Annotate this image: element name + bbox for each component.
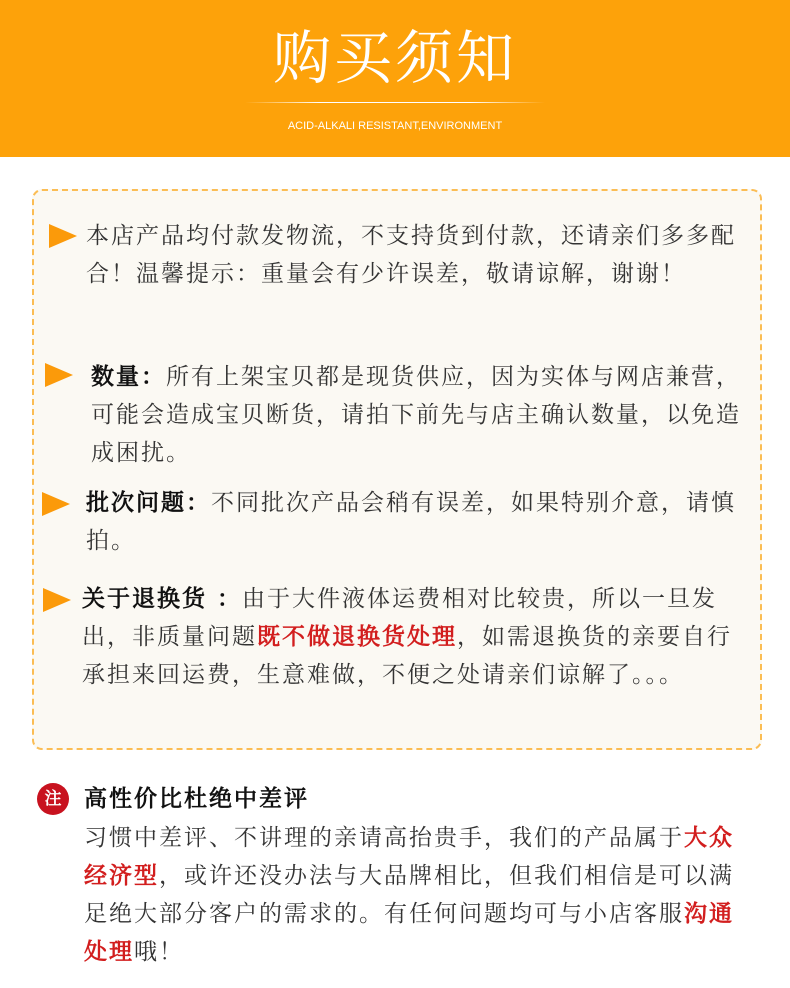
header-banner (0, 0, 790, 157)
note-text-middle: ，或许还没办法与大品牌相比，但我们相信是可以满足绝大部分客户的需求的。有任何问题均可与小店客服 (84, 863, 734, 927)
banner-subtitle: ACID-ALKALI RESISTANT,ENVIRONMENT (287, 120, 503, 132)
title-divider (245, 102, 545, 103)
note-highlight-economy: 大众经济型 (84, 825, 734, 889)
notice-general (86, 217, 746, 293)
notice-quantity (91, 358, 751, 472)
returns-text-tail: ，如需退换货的亲要自行承担来回运费，生意难做，不便之处请亲们谅解了。。。 (82, 624, 732, 688)
note-title: 高性价比杜绝中差评 (84, 786, 309, 812)
quantity-label: 数量： (91, 364, 166, 390)
note-body (84, 819, 752, 971)
note-badge: 注 (37, 783, 69, 815)
batch-text: 不同批次产品会稍有误差，如果特别介意，请慎拍。 (86, 490, 736, 554)
notice-general-text: 本店产品均付款发物流，不支持货到付款，还请亲们多多配合！温馨提示：重量会有少许误差，敬请谅解，谢谢！ (86, 223, 736, 287)
returns-highlight: 既不做退换货处理 (257, 624, 457, 650)
returns-text: 由于大件液体运费相对比较贵，所以一旦发出，非质量问题 (82, 586, 718, 650)
arrow-right-icon (42, 492, 70, 516)
notice-returns (82, 580, 748, 694)
notice-batch (86, 484, 748, 560)
arrow-right-icon (43, 588, 71, 612)
arrow-right-icon (49, 224, 77, 248)
arrow-right-icon (45, 363, 73, 387)
quantity-text: 所有上架宝贝都是现货供应，因为实体与网店兼营，可能会造成宝贝断货，请拍下前先与店主确认数量，以免造成困扰。 (91, 364, 741, 466)
returns-label: 关于退换货 ： (82, 586, 243, 612)
note-text-end: 哦！ (134, 939, 184, 965)
note-highlight-contact: 沟通处理 (84, 901, 734, 965)
page-title: 购买须知 (272, 24, 517, 92)
batch-label: 批次问题： (86, 490, 211, 516)
note-text: 习惯中差评、不讲理的亲请高抬贵手，我们的产品属于 (84, 825, 684, 851)
